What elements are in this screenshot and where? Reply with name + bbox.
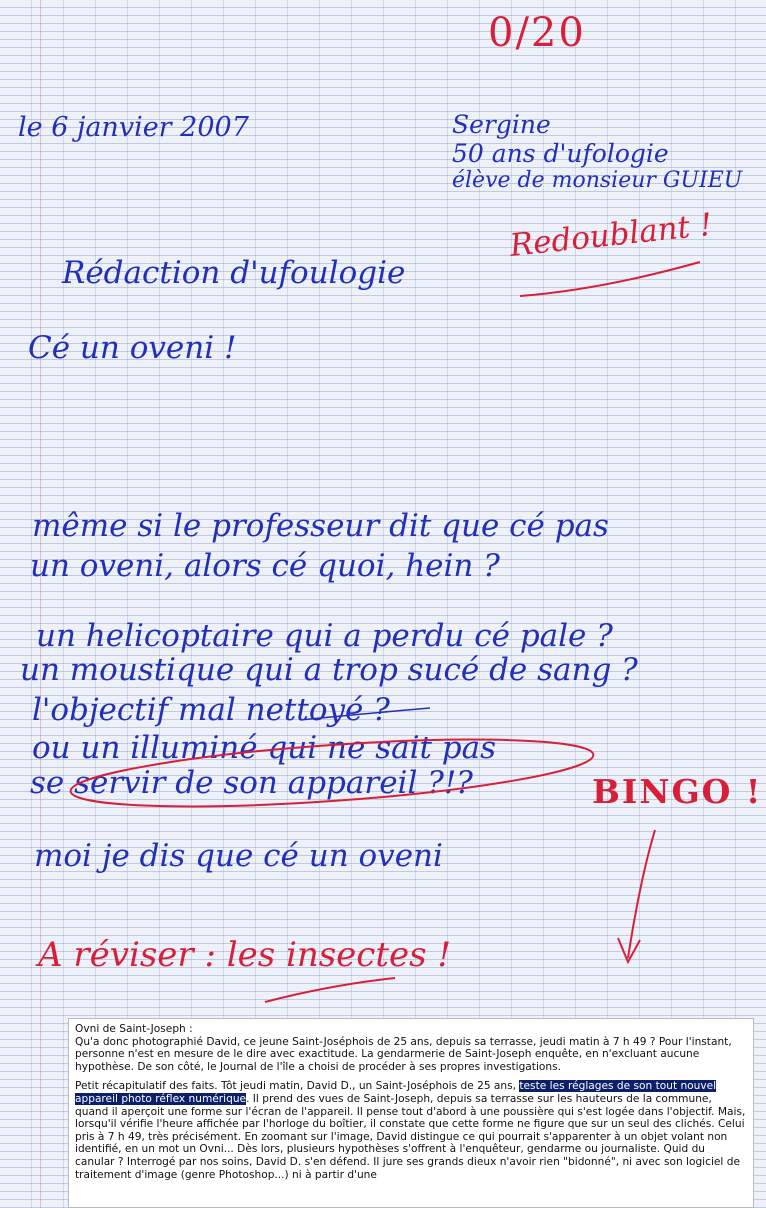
article-paragraph-1: Qu'a donc photographié David, ce jeune Saint-Joséphois de 25 ans, depuis sa terrasse, jeudi matin à 7 h 49 ? Pour l'instant, personne n'est en mesure de le dire avec exactitude. La gendarmerie de Saint-Joseph enquête, en n'excluant aucune hypothèse. De son côté, le Journal de l'île a choisi de procéder à ses propres investigations. — [75, 1035, 732, 1073]
grade: 0/20 — [488, 10, 586, 56]
essay-line: se servir de son appareil ?!? — [30, 765, 473, 801]
article-heading: Ovni de Saint-Joseph : — [75, 1023, 193, 1035]
essay-line: ou un illuminé qui ne sait pas — [32, 730, 497, 766]
article-text: . Il prend des vues de Saint-Joseph, depuis sa terrasse sur les hauteurs de la commune, quand il aperçoit une forme sur l'écran de l'appareil. Il pense tout d'abord à une poussière qui s'est logée dans l'objectif. Mais, lorsqu'il vérifie l'heure affichée par l'horloge du boîtier, il constate que cette forme ne figure que sur un seul des clichés. Celui pris à 7 h 49, très précisément. En zoomant sur l'image, David distingue ce qui pourrait s'apparenter à un objet volant non identifié, en un mot un Ovni... Dès lors, plusieurs hypothèses s'offrent à l'enquêteur, gendarme ou journaliste. Quid du canular ? Interrogé par nos soins, David D. s'en défend. Il jure ses grands dieux n'avoir rien "bidonné", ni avec son logiciel de traitement d'image (genre Photoshop...) ni à partir d'une — [75, 1092, 746, 1181]
essay-line: moi je dis que cé un oveni — [34, 838, 443, 874]
highlighted-text: teste les réglages de son tout nouvel appareil photo réflex numérique — [75, 1080, 717, 1105]
teacher-comment-top: Redoublant ! — [508, 206, 714, 264]
article-text: Petit récapitulatif des faits. Tôt jeudi matin, David D., un Saint-Joséphois de 25 ans, — [75, 1080, 520, 1093]
teacher-comment-bottom: A réviser : les insectes ! — [38, 935, 452, 975]
author-block — [452, 110, 742, 193]
author-name: Sergine — [452, 110, 551, 139]
author-experience: 50 ans d'ufologie — [452, 139, 669, 168]
essay-line: l'objectif mal nettoyé ? — [32, 692, 390, 728]
article-paragraph-2 — [75, 1080, 747, 1181]
margin-line — [40, 0, 41, 1208]
essay-title: Rédaction d'ufoulogie — [62, 255, 406, 291]
essay-line: même si le professeur dit que cé pas — [32, 508, 609, 544]
date: le 6 janvier 2007 — [18, 112, 249, 143]
newspaper-clipping — [68, 1018, 754, 1208]
bingo-annotation: BINGO ! — [592, 772, 763, 811]
essay-subtitle: Cé un ovenі ! — [28, 330, 237, 366]
essay-line: un helicoptaire qui a perdu cé pale ? — [36, 618, 613, 654]
essay-line: un oveni, alors cé quoi, hein ? — [30, 548, 500, 584]
essay-line: un moustique qui a trop sucé de sang ? — [20, 652, 638, 688]
author-teacher: élève de monsieur GUIEU — [452, 168, 743, 193]
